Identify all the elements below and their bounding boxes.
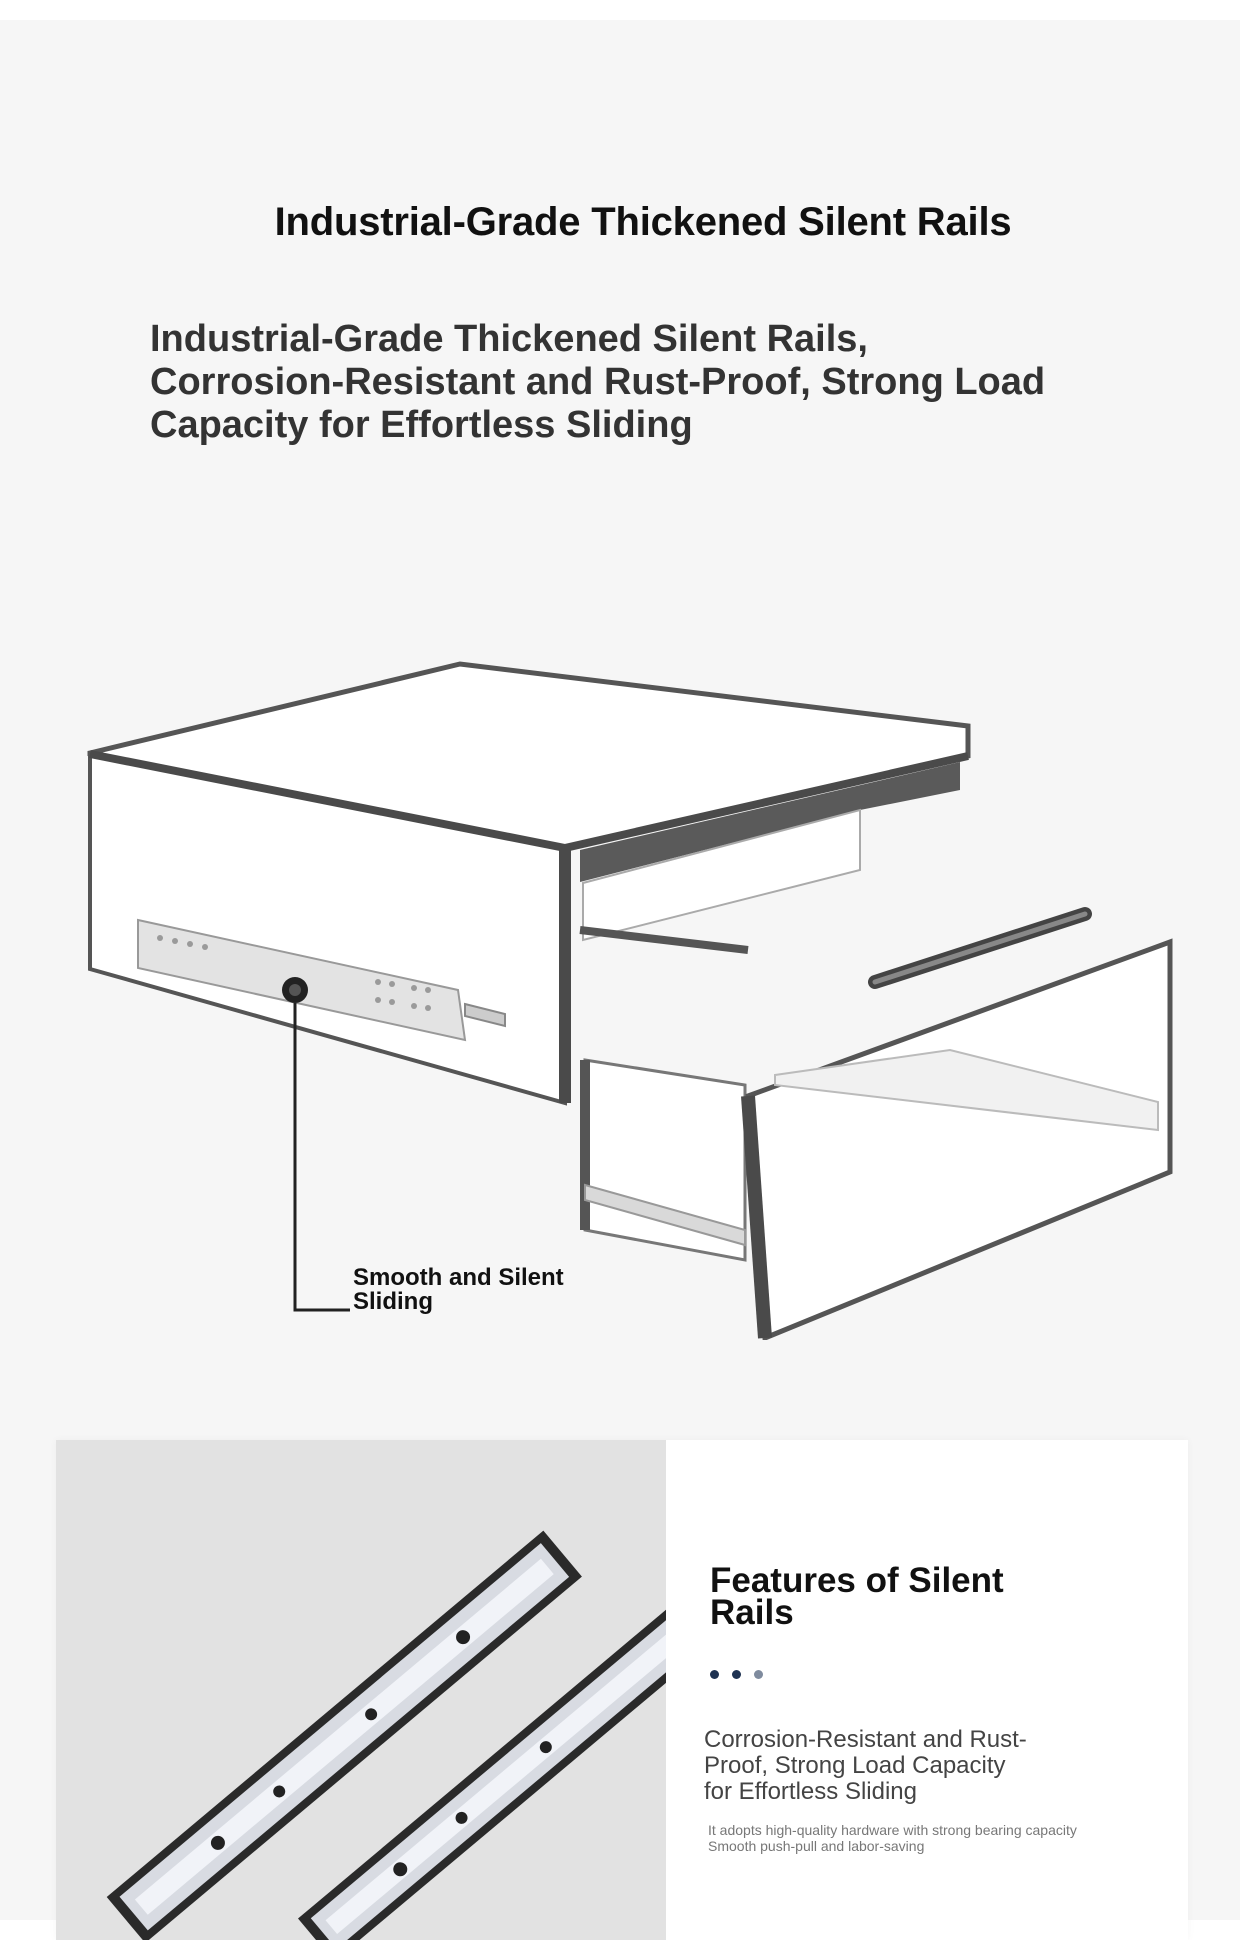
page-background [0,20,1240,1920]
features-note-line-2: Smooth push-pull and labor-saving [708,1838,925,1854]
page-subtitle: Industrial-Grade Thickened Silent Rails, Corrosion-Resistant and Rust-Proof, Strong Load Capacity for Effortless Sliding [150,318,1046,446]
rail-product-photo [56,1440,666,1940]
drawer-front [748,942,1170,1338]
features-title: Features of Silent Rails [710,1561,1004,1632]
callout-leader-line [295,1003,350,1310]
features-note-line-1: It adopts high-quality hardware with strong bearing capacity [708,1822,1077,1838]
dot-3 [754,1670,763,1679]
callout-label: Smooth and Silent Sliding [353,1264,564,1315]
pagination-dots [710,1670,763,1679]
feature-card [56,1440,1188,1940]
dot-1 [710,1670,719,1679]
page-title: Industrial-Grade Thickened Silent Rails [274,200,1012,244]
dot-2 [732,1670,741,1679]
features-note [708,1822,1148,1854]
features-description: Corrosion-Resistant and Rust-Proof, Strong Load Capacity for Effortless Sliding [704,1726,1027,1805]
drawer-illustration [0,620,1240,1340]
